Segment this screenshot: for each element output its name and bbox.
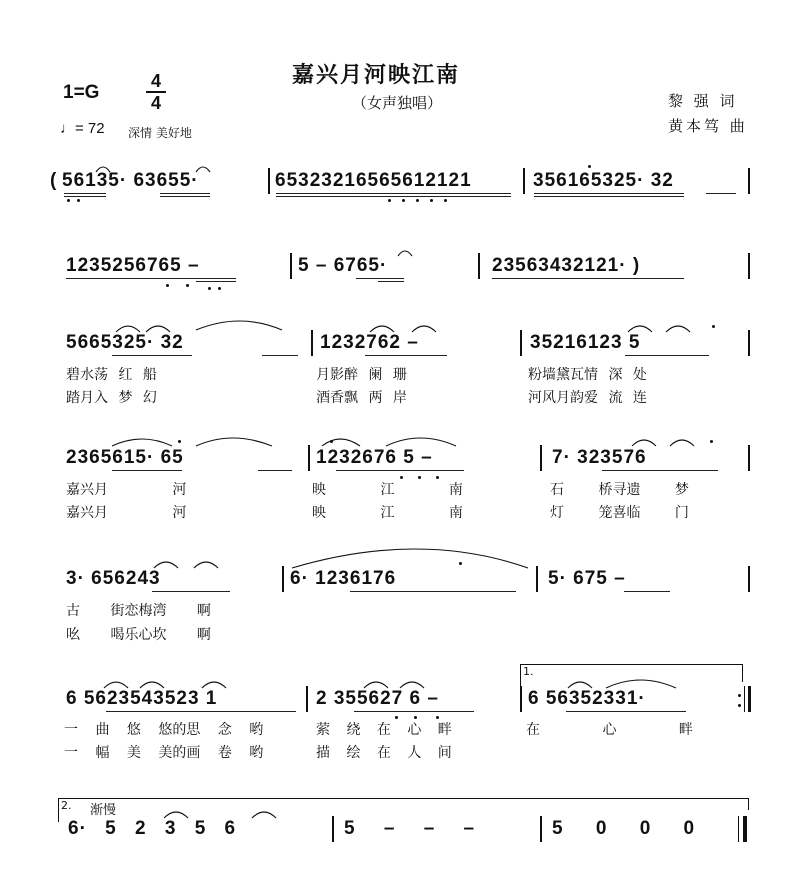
measure-1-3: 356165325· 32 [533,170,674,191]
measure-6-2: 2 355627 6 – [316,688,439,709]
lyrics-5-1b: 吆 喝乐心坎 啊 [66,627,211,643]
lyrics-6-3a: 在 心 畔 [526,722,693,738]
measure-7-2: 5 – – – [344,818,476,839]
measure-1-1: 56135· 63655· [62,170,199,191]
measure-3-3: 35216123 5 [530,332,641,353]
lyrics-6-2a: 萦 绕 在 心 畔 [316,722,452,738]
slur [164,812,188,818]
lyrics-3-2a: 月影醉 阑 珊 [316,367,407,383]
measure-7-3: 5 0 0 0 [552,818,696,839]
fermata [398,251,412,256]
slur [292,549,528,568]
slur [364,682,388,688]
lyrics-6-2b: 描 绘 在 人 间 [316,745,452,761]
measure-1-2: 65323216565612121 [275,170,472,191]
measure-2-3: 23563432121· ) [492,255,641,276]
fermata [196,167,210,172]
slur [252,812,276,818]
slur [140,682,164,688]
lyrics-4-1b: 嘉兴月 河 [66,505,187,521]
measure-5-1: 3· 656243 [66,568,161,589]
slur [196,321,282,330]
measure-5-2: 6· 1236176 [290,568,397,589]
volta-2-label: 2. [61,799,72,812]
slur [666,326,690,332]
measure-4-1: 2365615· 65 [66,447,184,468]
lyrics-4-2a: 映 江 南 [312,482,463,498]
slur [400,682,424,688]
slur [370,326,394,332]
lyrics-6-1b: 一 幅 美 美的画 卷 哟 [64,745,264,761]
measure-6-1: 6 5623543523 1 [66,688,218,709]
lyrics-5-1a: 古 街恋梅湾 啊 [66,603,211,619]
measure-4-2: 1232676 5 – [316,447,433,468]
slur [568,682,592,688]
measure-7-1: 6· 5 2 3 5 6 [68,818,237,839]
expression-mark: 深情 美好地 [128,126,192,140]
fermata [96,167,110,172]
slur [386,438,456,446]
measure-3-1: 5665325· 32 [66,332,184,353]
time-signature-top: 4 [150,71,161,91]
slur [670,440,694,446]
lyrics-4-1a: 嘉兴月 河 [66,482,187,498]
slur [112,439,172,446]
slur [628,326,652,332]
lyrics-4-2b: 映 江 南 [312,505,463,521]
lyricist-credit: 黎 强 词 [668,92,738,110]
lyrics-4-3b: 灯 笼喜临 门 [550,505,689,521]
measure-2-1: 1235256765 – [66,255,200,276]
measure-5-3: 5· 675 – [548,568,626,589]
lyrics-3-3a: 粉墙黛瓦情 深 处 [528,367,647,383]
slur [632,440,656,446]
measure-4-3: 7· 323576 [552,447,647,468]
lyrics-4-3a: 石 桥寻遗 梦 [550,482,689,498]
slur [194,562,218,568]
lyrics-3-1a: 碧水荡 红 船 [66,367,157,383]
slur [154,562,178,568]
slur [196,438,272,446]
lyrics-6-1a: 一 曲 悠 悠的思 念 哟 [64,722,264,738]
song-subtitle: （女声独唱） [352,94,443,112]
lyrics-3-3b: 河风月韵爱 流 连 [528,390,647,406]
slur [606,680,676,688]
tempo-mark: ♩= 72 [60,120,105,137]
song-title: 嘉兴月河映江南 [292,63,461,88]
slur [146,326,170,332]
slur [412,326,436,332]
key-signature: 1=G [63,82,100,103]
measure-2-2: 5 – 6765· [298,255,388,276]
slur [116,326,140,332]
composer-credit: 黄本笃 曲 [668,117,748,135]
measure-3-2: 1232762 – [320,332,419,353]
time-signature-bottom: 4 [150,93,161,113]
slur [322,439,360,446]
slur [104,682,128,688]
ritardando-mark: 渐慢 [90,803,117,818]
paren-open: ( [50,170,58,191]
measure-6-3: 6 56352331· [528,688,646,709]
volta-1-label: 1. [523,665,534,678]
lyrics-3-2b: 酒香飘 两 岸 [316,390,407,406]
slur [202,682,226,688]
lyrics-3-1b: 踏月入 梦 幻 [66,390,157,406]
